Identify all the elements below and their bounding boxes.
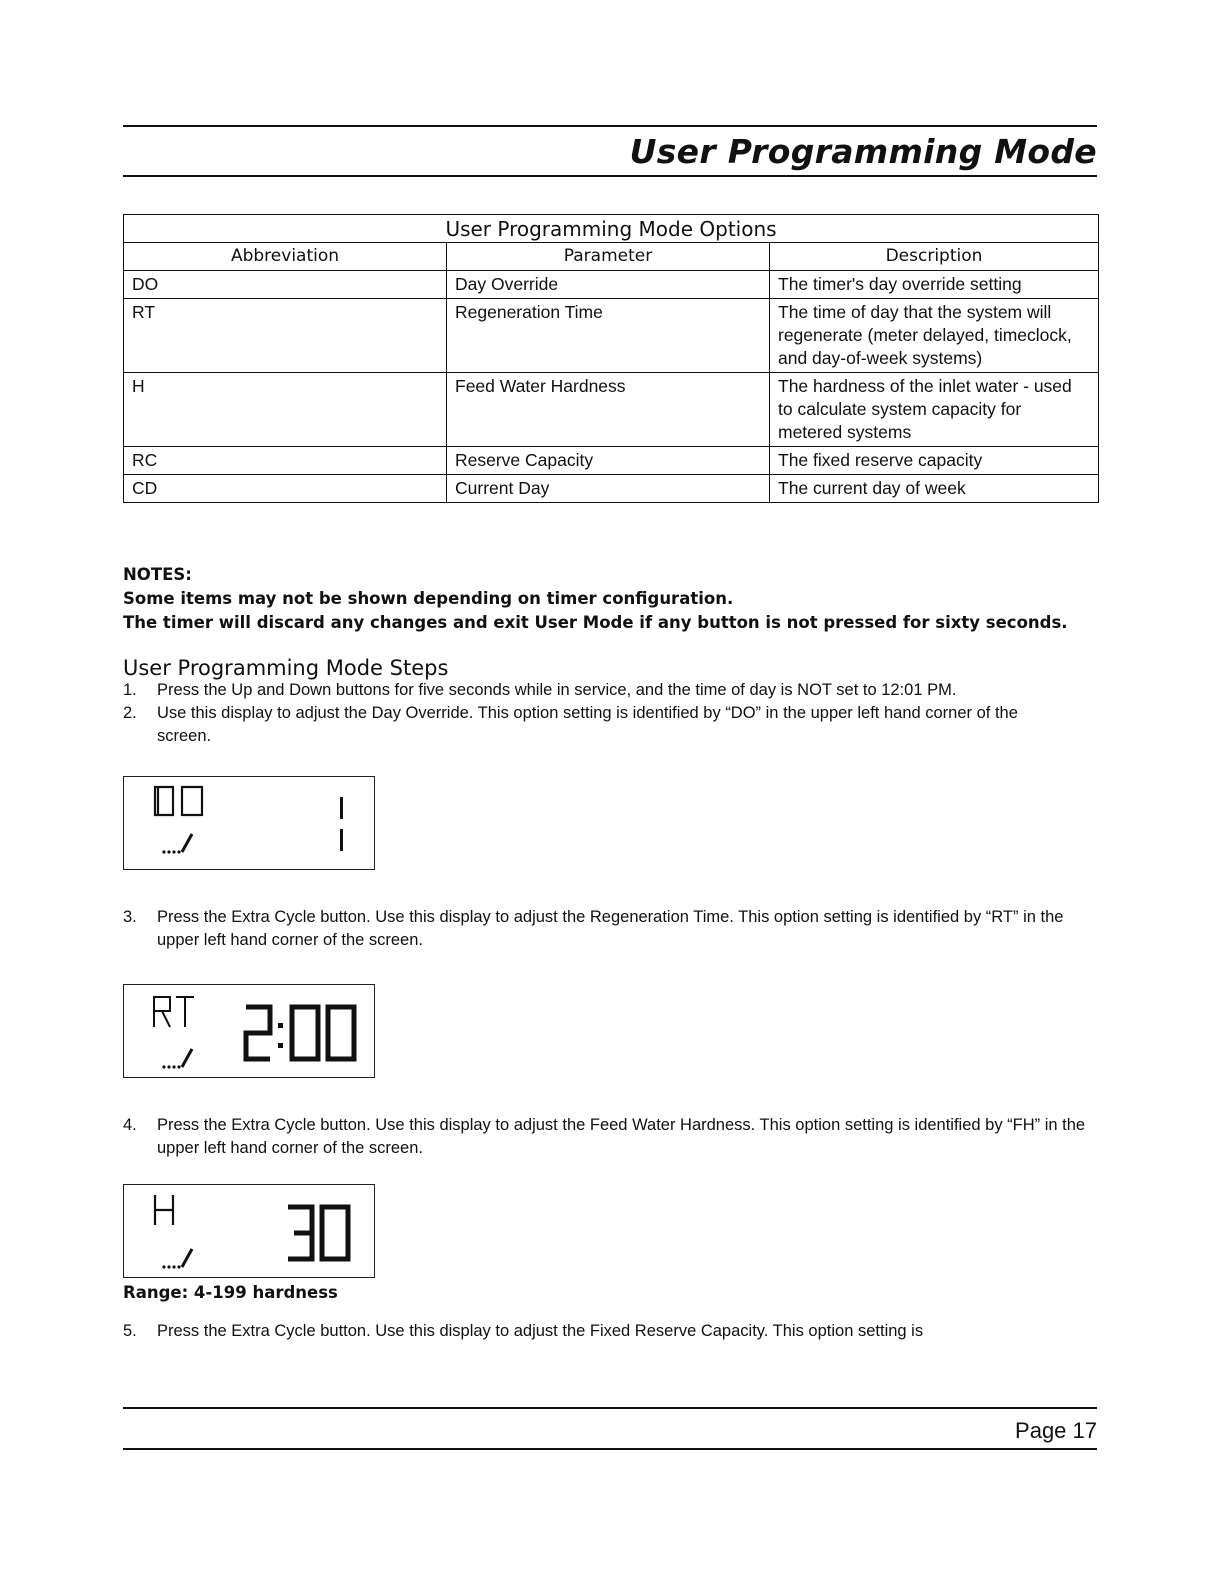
- header-top-rule: [123, 125, 1097, 127]
- lcd-label-rt: [154, 997, 194, 1027]
- lcd-label-h: [155, 1195, 173, 1225]
- page-title: User Programming Mode: [629, 132, 1097, 171]
- lcd-display-regeneration-time: [123, 984, 375, 1078]
- step-number: 2.: [123, 704, 137, 722]
- lcd-digits: [124, 777, 374, 869]
- lcd-setpoint-arrow: [162, 834, 192, 854]
- table-row: [124, 373, 1099, 447]
- table-caption: User Programming Mode Options: [124, 215, 1099, 243]
- table-row: [124, 271, 1099, 299]
- notes-line: The timer will discard any changes and exit User Mode if any button is not pressed for sixty seconds.: [123, 613, 1068, 632]
- step-text: Press the Extra Cycle button. Use this display to adjust the Fixed Reserve Capacity. This option setting is: [157, 1322, 924, 1340]
- step-text: Press the Up and Down buttons for five seconds while in service, and the time of day is NOT set to 12:01 PM.: [157, 681, 957, 699]
- param-cell: Feed Water Hardness: [447, 373, 770, 447]
- header-bottom-rule: [123, 175, 1097, 177]
- column-header-parameter: Parameter: [447, 243, 770, 271]
- lcd-value-30: [288, 1207, 348, 1259]
- notes-line: Some items may not be shown depending on timer configuration.: [123, 589, 734, 608]
- step-number: 1.: [123, 681, 137, 699]
- lcd-label-do: [155, 787, 202, 815]
- abbr-cell: CD: [124, 475, 447, 503]
- step-number: 3.: [123, 908, 137, 926]
- step-text: Use this display to adjust the Day Override. This option setting is identified by “DO” in the upper left hand corner of the screen.: [157, 704, 1018, 745]
- lcd-display-feed-water-hardness: [123, 1184, 375, 1278]
- param-cell: Day Override: [447, 271, 770, 299]
- lcd-setpoint-arrow: [162, 1049, 192, 1069]
- desc-cell: The fixed reserve capacity: [770, 447, 1099, 475]
- step-4: [123, 1114, 1103, 1160]
- param-cell: Current Day: [447, 475, 770, 503]
- table-row: [124, 475, 1099, 503]
- lcd-digits: [124, 985, 374, 1077]
- page-number: Page 17: [1015, 1418, 1097, 1443]
- notes-heading: NOTES:: [123, 565, 192, 584]
- desc-cell: The time of day that the system will regenerate (meter delayed, timeclock, and day-of-week systems): [770, 299, 1099, 373]
- step-number: 5.: [123, 1322, 137, 1340]
- desc-cell: The timer's day override setting: [770, 271, 1099, 299]
- desc-cell: The hardness of the inlet water - used to calculate system capacity for metered systems: [770, 373, 1099, 447]
- lcd-setpoint-arrow: [162, 1249, 192, 1269]
- abbr-cell: DO: [124, 271, 447, 299]
- lcd-value-1: [340, 797, 343, 851]
- column-header-description: Description: [770, 243, 1099, 271]
- step-text: Press the Extra Cycle button. Use this display to adjust the Feed Water Hardness. This option setting is identified by “FH” in the upper left hand corner of the screen.: [157, 1116, 1086, 1157]
- table-row: [124, 299, 1099, 373]
- abbr-cell: H: [124, 373, 447, 447]
- abbr-cell: RT: [124, 299, 447, 373]
- step-3: [123, 906, 1103, 952]
- step-5: [123, 1320, 1103, 1343]
- steps-heading: User Programming Mode Steps: [123, 656, 449, 680]
- footer-bottom-rule: [123, 1448, 1097, 1450]
- column-header-abbreviation: Abbreviation: [124, 243, 447, 271]
- range-note: Range: 4-199 hardness: [123, 1283, 338, 1302]
- footer-top-rule: [123, 1407, 1097, 1409]
- step-1: [123, 679, 1103, 702]
- step-number: 4.: [123, 1116, 137, 1134]
- lcd-digits: [124, 1185, 374, 1277]
- step-text: Press the Extra Cycle button. Use this display to adjust the Regeneration Time. This option setting is identified by “RT” in the upper left hand corner of the screen.: [157, 908, 1064, 949]
- param-cell: Regeneration Time: [447, 299, 770, 373]
- desc-cell: The current day of week: [770, 475, 1099, 503]
- options-table: [123, 214, 1099, 503]
- lcd-value-2-00: [246, 1007, 354, 1059]
- lcd-display-day-override: [123, 776, 375, 870]
- abbr-cell: RC: [124, 447, 447, 475]
- param-cell: Reserve Capacity: [447, 447, 770, 475]
- notes-block: [123, 563, 1068, 635]
- table-row: [124, 447, 1099, 475]
- step-2: [123, 702, 1043, 748]
